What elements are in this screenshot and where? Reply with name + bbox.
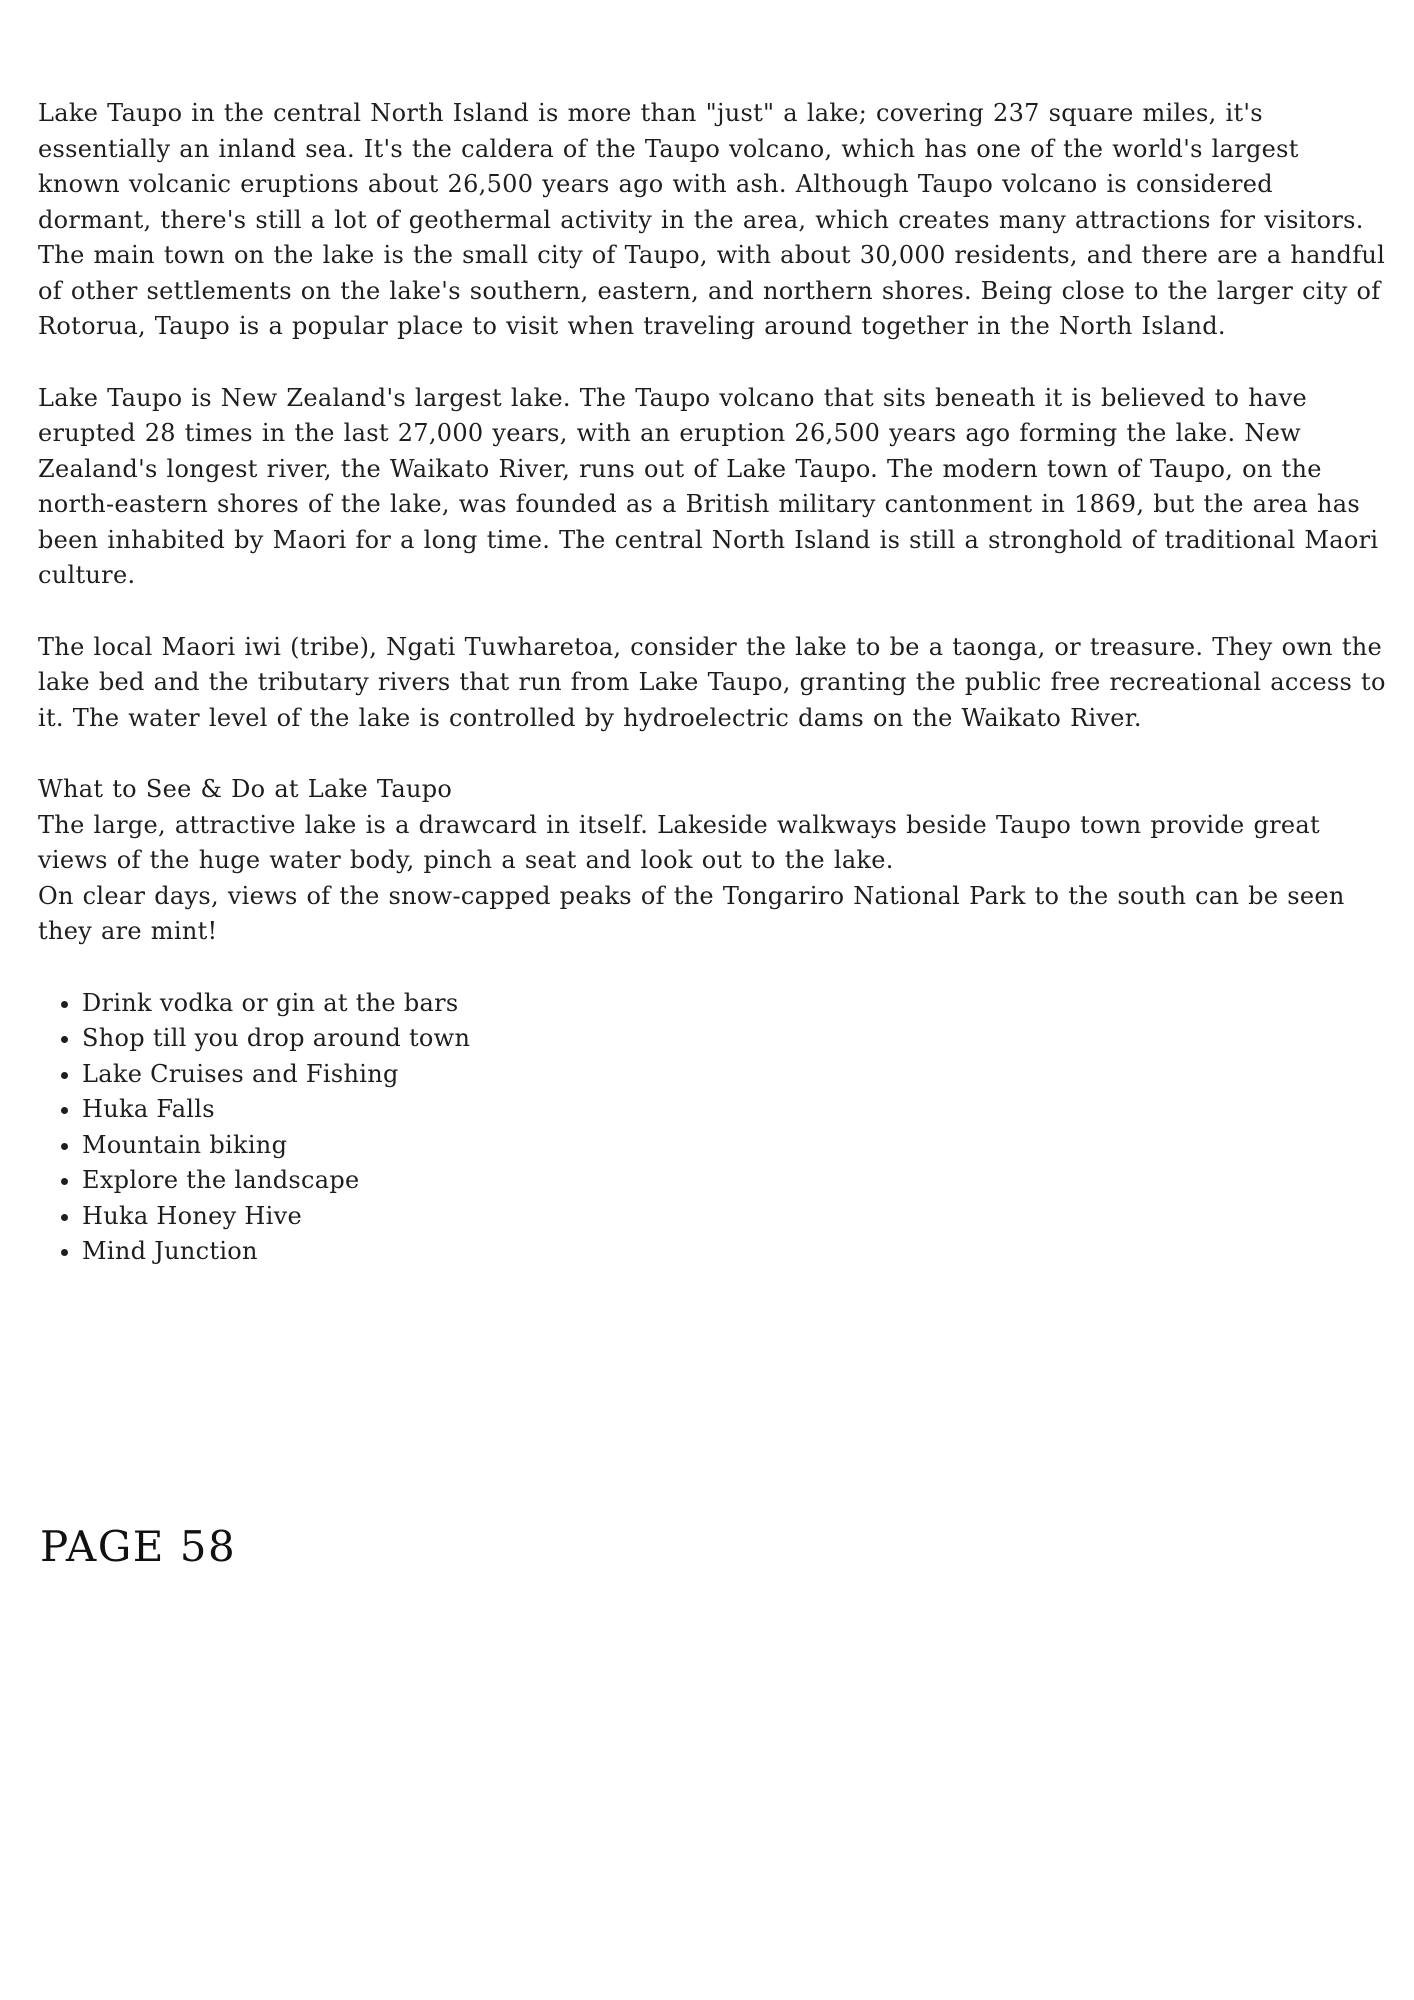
paragraph-history: Lake Taupo is New Zealand's largest lake. The Taupo volcano that sits beneath it is believed to have erupted 28 times in the last 27,000 years, with an eruption 26,500 years ago forming the lake. New Zealand's longest river, the Waikato River, runs out of Lake Taupo. The modern town of Taupo, on the north-eastern shores of the lake, was founded as a British military cantonment in 1869, but the area has been inhabited by Maori for a long time. The central North Island is still a stronghold of traditional Maori culture. [38,383,1379,589]
list-item: • Huka Falls [82,1092,1388,1128]
list-item: • Lake Cruises and Fishing [82,1057,1388,1093]
document-body [38,96,1388,1270]
section-line-views: The large, attractive lake is a drawcard in itself. Lakeside walkways beside Taupo town provide great views of the huge water body, pinch a seat and look out to the lake. [38,810,1320,874]
what-to-see-section [38,772,1388,950]
list-item: • Shop till you drop around town [82,1021,1388,1057]
section-line-peaks: On clear days, views of the snow-capped peaks of the Tongariro National Park to the south can be seen they are mint! [38,881,1345,945]
list-item: • Huka Honey Hive [82,1199,1388,1235]
page-number: PAGE 58 [40,1522,237,1571]
activities-list [38,986,1388,1270]
list-item: • Mountain biking [82,1128,1388,1164]
list-item: • Drink vodka or gin at the bars [82,986,1388,1022]
list-item: • Explore the landscape [82,1163,1388,1199]
section-heading: What to See & Do at Lake Taupo [38,775,453,803]
list-item: • Mind Junction [82,1234,1388,1270]
paragraph-intro: Lake Taupo in the central North Island is more than "just" a lake; covering 237 square miles, it's essentially an inland sea. It's the caldera of the Taupo volcano, which has one of the world's largest known volcanic eruptions about 26,500 years ago with ash. Although Taupo volcano is considered dormant, there's still a lot of geothermal activity in the area, which creates many attractions for visitors. The main town on the lake is the small city of Taupo, with about 30,000 residents, and there are a handful of other settlements on the lake's southern, eastern, and northern shores. Being close to the larger city of Rotorua, Taupo is a popular place to visit when traveling around together in the North Island. [38,99,1386,340]
paragraph-maori: The local Maori iwi (tribe), Ngati Tuwharetoa, consider the lake to be a taonga, or treasure. They own the lake bed and the tributary rivers that run from Lake Taupo, granting the public free recreational access to it. The water level of the lake is controlled by hydroelectric dams on the Waikato River. [38,632,1386,732]
